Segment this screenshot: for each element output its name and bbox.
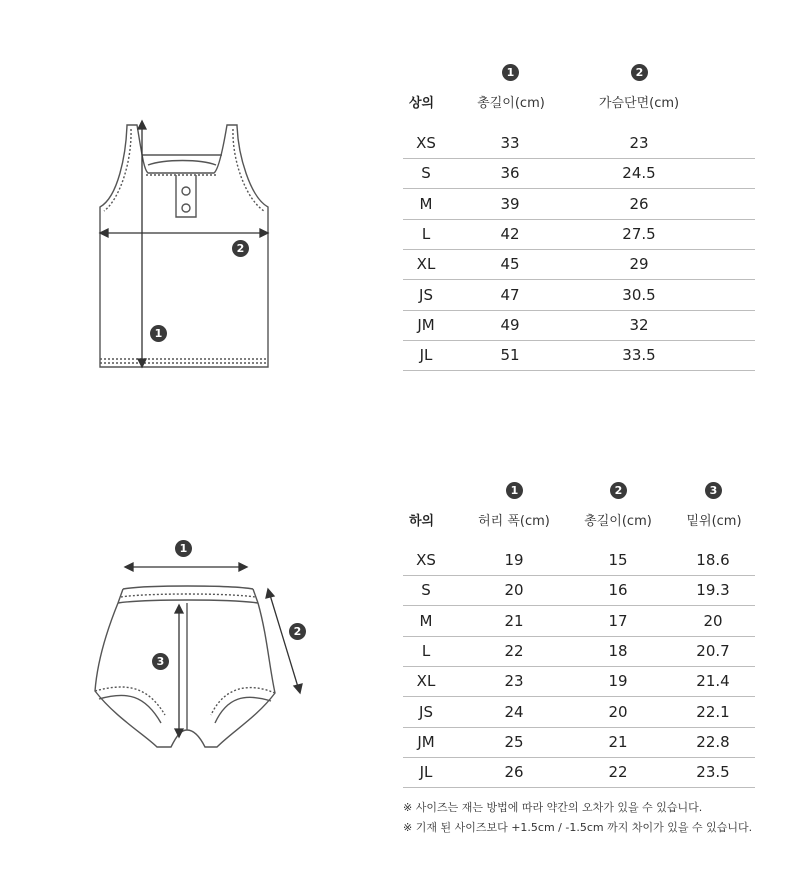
table-row: [403, 280, 755, 311]
value-cell: 15: [608, 551, 628, 569]
table-row: [403, 697, 755, 728]
value-cell: 19: [504, 551, 524, 569]
table-label: 하의: [409, 514, 435, 529]
measure-mark-1-icon: 1: [175, 540, 192, 557]
table-row: [403, 575, 755, 606]
measure-mark-3-icon: 3: [152, 653, 169, 670]
value-cell: 20.7: [696, 641, 730, 660]
value-cell: 22.8: [696, 732, 730, 751]
value-cell: 24.5: [622, 164, 656, 183]
value-cell: 23.5: [696, 763, 730, 782]
table-row: [403, 606, 755, 637]
value-cell: 22: [504, 641, 524, 660]
value-cell: 47: [500, 285, 520, 304]
size-cell: M: [419, 194, 433, 213]
size-cell: S: [421, 581, 431, 600]
value-cell: 16: [608, 581, 628, 600]
column-number-2-icon: 2: [610, 482, 627, 499]
table-row: [403, 757, 755, 788]
column-header: 허리 폭(cm): [478, 514, 550, 529]
measure-mark-2-icon: 2: [289, 623, 306, 640]
shorts-illustration: [85, 535, 315, 755]
value-cell: 22: [608, 763, 628, 782]
table-row: [403, 310, 755, 341]
size-cell: S: [421, 164, 431, 183]
value-cell: 33: [500, 134, 520, 152]
value-cell: 18: [608, 641, 628, 660]
value-cell: 26: [504, 763, 524, 782]
value-cell: 21.4: [696, 672, 730, 691]
column-header: 가슴단면(cm): [598, 96, 680, 111]
value-cell: 39: [500, 194, 520, 213]
value-cell: 27.5: [622, 224, 656, 243]
value-cell: 20: [608, 702, 628, 721]
column-number-2-icon: 2: [631, 64, 648, 81]
size-note: ※ 사이즈는 재는 방법에 따라 약간의 오차가 있을 수 있습니다.: [403, 801, 703, 814]
table-row: [403, 727, 755, 758]
table-row: [403, 219, 755, 250]
value-cell: 24: [504, 702, 524, 721]
size-cell: JM: [417, 315, 435, 334]
value-cell: 17: [608, 611, 628, 630]
value-cell: 49: [500, 315, 520, 334]
measure-mark-1-icon: 1: [150, 325, 167, 342]
column-number-3-icon: 3: [705, 482, 722, 499]
size-cell: JL: [419, 763, 433, 782]
value-cell: 19: [608, 672, 628, 691]
value-cell: 22.1: [696, 702, 730, 721]
value-cell: 32: [629, 315, 649, 334]
table-row: [403, 189, 755, 220]
value-cell: 51: [500, 346, 520, 365]
size-cell: XL: [416, 255, 436, 274]
size-cell: XL: [416, 672, 436, 691]
size-cell: JL: [419, 346, 433, 365]
value-cell: 23: [629, 134, 649, 152]
size-cell: XS: [416, 551, 436, 569]
table-row: [403, 666, 755, 697]
size-note: ※ 기재 된 사이즈보다 +1.5cm / -1.5cm 까지 차이가 있을 수 있습니다.: [403, 821, 753, 834]
value-cell: 36: [500, 164, 520, 183]
size-cell: L: [421, 641, 431, 660]
table-row: [403, 158, 755, 189]
table-row: [403, 128, 755, 159]
table-label: 상의: [409, 96, 435, 111]
bottom-size-table: [403, 478, 755, 788]
size-cell: L: [421, 224, 431, 243]
value-cell: 21: [608, 732, 628, 751]
value-cell: 26: [629, 194, 649, 213]
value-cell: 33.5: [622, 346, 656, 365]
measure-mark-2-icon: 2: [232, 240, 249, 257]
column-header: 총길이(cm): [477, 96, 545, 111]
size-cell: JS: [419, 285, 433, 304]
value-cell: 20: [504, 581, 524, 600]
value-cell: 20: [703, 611, 723, 630]
column-header: 밑위(cm): [686, 514, 742, 529]
table-row: [403, 545, 755, 576]
column-number-1-icon: 1: [506, 482, 523, 499]
table-row: [403, 249, 755, 280]
table-row: [403, 636, 755, 667]
table-row: [403, 340, 755, 371]
value-cell: 25: [504, 732, 524, 751]
size-cell: M: [419, 611, 433, 630]
value-cell: 18.6: [696, 551, 730, 569]
column-header: 총길이(cm): [584, 514, 652, 529]
value-cell: 42: [500, 224, 520, 243]
value-cell: 21: [504, 611, 524, 630]
column-number-1-icon: 1: [502, 64, 519, 81]
top-size-table: [403, 60, 755, 370]
size-cell: JM: [417, 732, 435, 751]
value-cell: 45: [500, 255, 520, 274]
value-cell: 19.3: [696, 581, 730, 600]
value-cell: 30.5: [622, 285, 656, 304]
tank-top-illustration: [90, 115, 280, 375]
value-cell: 29: [629, 255, 649, 274]
value-cell: 23: [504, 672, 524, 691]
size-cell: XS: [416, 134, 436, 152]
size-cell: JS: [419, 702, 433, 721]
